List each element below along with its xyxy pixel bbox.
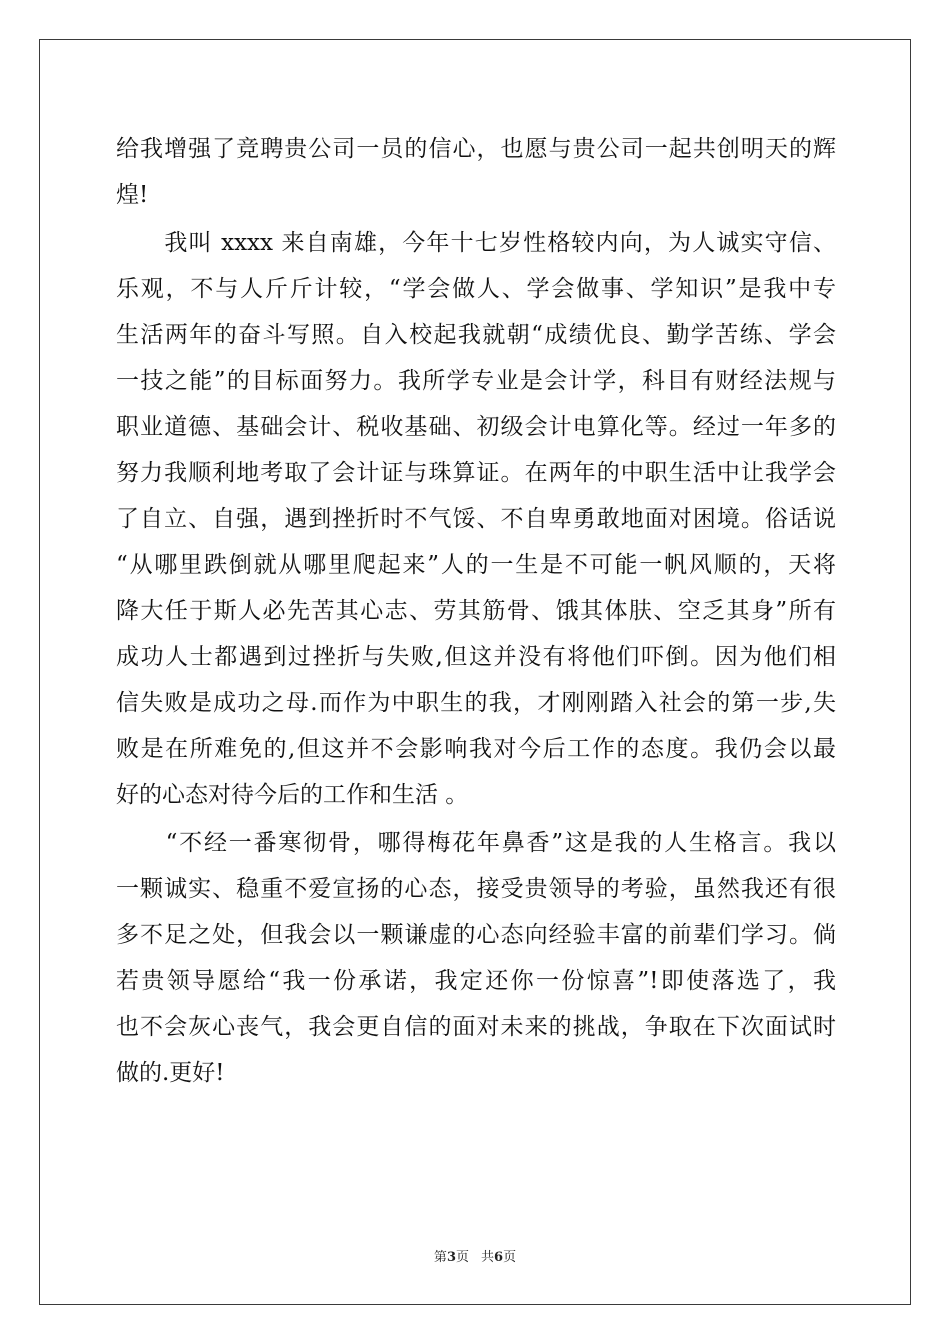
text-line: 我叫 xxxx 来自南雄，今年十七岁性格较内向，为人诚实守信、 (116, 230, 836, 256)
page-footer (0, 1250, 950, 1266)
text-line: 生活两年的奋斗写照。自入校起我就朝“成绩优良、勤学苦练、学会 (116, 322, 836, 348)
text-line: 信失败是成功之母.而作为中职生的我，才刚刚踏入社会的第一步,失 (116, 690, 836, 716)
page-prefix: 第 (433, 1250, 447, 1265)
text-line: 一技之能”的目标面努力。我所学专业是会计学，科目有财经法规与 (116, 368, 836, 394)
page-unit: 页 (455, 1250, 469, 1265)
text-line: 了自立、自强，遇到挫折时不气馁、不自卑勇敢地面对困境。俗话说 (116, 506, 836, 532)
text-line: 煌! (116, 182, 149, 208)
text-line: “从哪里跌倒就从哪里爬起来”人的一生是不可能一帆风顺的，天将 (116, 552, 836, 578)
page-total: 6 (494, 1250, 504, 1265)
text-line: 乐观，不与人斤斤计较，“学会做人、学会做事、学知识”是我中专 (116, 276, 836, 302)
text-line: “不经一番寒彻骨，哪得梅花年鼻香”这是我的人生格言。我以 (116, 830, 836, 856)
text-line: 若贵领导愿给“我一份承诺，我定还你一份惊喜”!即使落选了，我 (116, 968, 836, 994)
text-line: 成功人士都遇到过挫折与失败,但这并没有将他们吓倒。因为他们相 (116, 644, 836, 670)
document-body (116, 126, 836, 1096)
text-line: 也不会灰心丧气，我会更自信的面对未来的挑战，争取在下次面试时 (116, 1014, 836, 1040)
text-line: 败是在所难免的,但这并不会影响我对今后工作的态度。我仍会以最 (116, 736, 836, 762)
text-line: 职业道德、基础会计、税收基础、初级会计电算化等。经过一年多的 (116, 414, 836, 440)
text-line: 一颗诚实、稳重不爱宣扬的心态，接受贵领导的考验，虽然我还有很 (116, 876, 836, 902)
total-prefix: 共 (481, 1250, 495, 1265)
text-line: 努力我顺利地考取了会计证与珠算证。在两年的中职生活中让我学会 (116, 460, 836, 486)
text-line: 降大任于斯人必先苦其心志、劳其筋骨、饿其体肤、空乏其身”所有 (116, 598, 836, 624)
text-line: 多不足之处，但我会以一颗谦虚的心态向经验丰富的前辈们学习。倘 (116, 922, 836, 948)
total-unit: 页 (503, 1250, 517, 1265)
page-current: 3 (446, 1250, 456, 1265)
text-line: 好的心态对待今后的工作和生活 。 (116, 782, 469, 808)
text-line: 做的.更好! (116, 1060, 225, 1086)
text-line: 给我增强了竞聘贵公司一员的信心，也愿与贵公司一起共创明天的辉 (116, 136, 836, 162)
